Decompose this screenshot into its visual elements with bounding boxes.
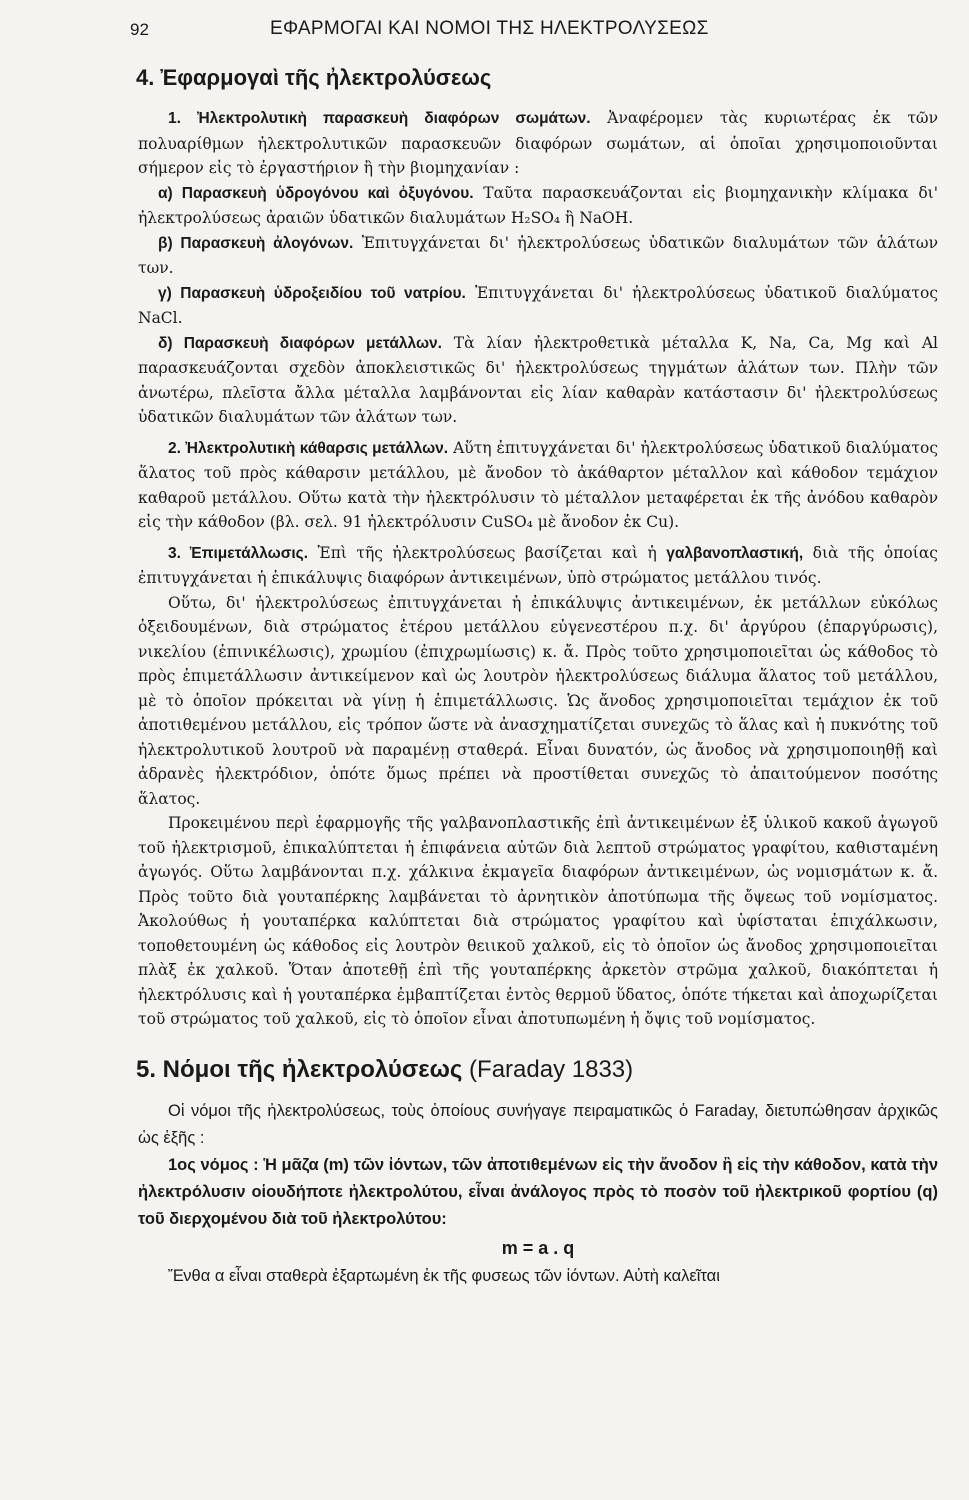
galvanoplastics-term: γαλβανοπλαστική, [666,544,804,562]
item-3-text-b: διὰ τῆς ὁποίας ἐπιτυγχάνεται ἡ ἐπικάλυψις διαφόρων ἀντικειμένων, ὑπὸ στρώματος μετάλλου τινός. [138,543,938,587]
item-b-paragraph [138,231,938,281]
item-c-text: Ἐπιτυγχάνεται δι' ἠλεκτρολύσεως ὑδατικοῦ διαλύματος NaCl. [138,283,938,327]
item-3-paragraph-2: Οὕτω, δι' ἠλεκτρολύσεως ἐπιτυγχάνεται ἡ ἐπικάλυψις ἀντικειμένων, ἐκ μετάλλων εὐκόλως ὀξειδουμένων, διὰ στρώματος ἑτέρου μετάλλου εὐγενεστέρου π.χ. δι' ἀργύρου (ἐπαργύρωσις), νικελίου (ἐπινικέλωσις), χρωμίου (ἐπιχρωμίωσις) κ. ἄ. Πρὸς τοῦτο χρησιμοποιεῖται ὡς κάθοδος τὸ πρὸς ἐπιμετάλλωσιν ἀντικείμενον καὶ ὡς λουτρὸν ἠλεκτρολύσεως διάλυμα ἅλατος τοῦ μετάλλου, μὲ τὸ ὁποῖον πρόκειται νὰ γίνῃ ἡ ἐπιμετάλλωσις. Ὡς ἄνοδος χρησιμοποιεῖται τεμάχιον ἐκ τοῦ ἀποτιθεμένου μετάλλου, εἰς τρόπον ὥστε νὰ ἀνασχηματίζεται συνεχῶς τὸ ἅλας καὶ ἡ πυκνότης τοῦ ἠλεκτρολυτικοῦ λουτροῦ νὰ παραμένῃ σταθερά. Εἶναι δυνατόν, ὡς ἄνοδος νὰ χρησιμοποιηθῇ καὶ ἀδρανὲς ἠλεκτρόδιον, ὁπότε ὅμως πρέπει νὰ προστίθεται συνεχῶς τὸ ἀπαιτούμενον ποσότης ἅλατος. [138,593,938,808]
item-b-text: Ἐπιτυγχάνεται δι' ἠλεκτρολύσεως ὑδατικῶν διαλυμάτων τῶν ἁλάτων των. [138,233,938,277]
section-5-title [136,1054,938,1086]
item-2-text: Αὕτη ἐπιτυγχάνεται δι' ἠλεκτρολύσεως ὑδατικοῦ διαλύματος ἅλατος τοῦ πρὸς κάθαρσιν μετάλλου, μὲ ἄνοδον τὸ ἀκάθαρτον μέταλλον καὶ κάθοδον τεμάχιον καθαροῦ μετάλλου. Οὕτω κατὰ τὴν ἠλεκτρόλυσιν τὸ μέταλλον μεταφέρεται ἐκ τῆς ἀνόδου καθαρὸν εἰς τὴν κάθοδον (βλ. σελ. 91 ἠλεκτρόλυσιν CuSO₄ μὲ ἄνοδον ἐκ Cu). [138,438,938,531]
item-d-paragraph [138,331,938,430]
item-a-text: Ταῦτα παρασκευάζονται εἰς βιομηχανικὴν κλίμακα δι' ἠλεκτρολύσεως ἀραιῶν ὑδατικῶν διαλυμάτων H₂SO₄ ἢ NaOH. [138,183,938,227]
item-a-heading: α) Παρασκευὴ ὑδρογόνου καὶ ὀξυγόνου. [158,184,474,202]
item-d-text: Τὰ λίαν ἠλεκτροθετικὰ μέταλλα K, Na, Ca, Mg καὶ Al παρασκευάζονται σχεδὸν ἀποκλειστικῶς δι' ἠλεκτρολύσεως τηγμάτων ἁλάτων των. Πλὴν τῶν ἀνωτέρω, πλεῖστα ἄλλα μέταλλα λαμβάνονται εἰς λίαν καθαρὰν κατάστασιν δι' ἠλεκτρολύσεως ὑδατικῶν διαλυμάτων τῶν ἁλάτων των. [138,333,938,426]
item-d-heading: δ) Παρασκευὴ διαφόρων μετάλλων. [158,334,442,352]
page-content [138,62,938,1290]
item-1-paragraph [138,106,938,181]
item-2-heading: 2. Ἠλεκτρολυτικὴ κάθαρσις μετάλλων. [168,439,449,457]
item-3-text-a: Ἐπὶ τῆς ἠλεκτρολύσεως βασίζεται καὶ ἡ [308,543,667,562]
page-number: 92 [130,20,149,39]
laws-intro: Οἱ νόμοι τῆς ἠλεκτρολύσεως, τοὺς ὁποίους συνήγαγε πειραματικῶς ὁ Faraday, διετυπώθησαν ἀρχικῶς ὡς ἑξῆς : [138,1101,938,1147]
section-5-title-text: 5. Νόμοι τῆς ἠλεκτρολύσεως [136,1055,463,1083]
running-title: ΕΦΑΡΜΟΓΑΙ ΚΑΙ ΝΟΜΟΙ ΤΗΣ ΗΛΕΚΤΡΟΛΥΣΕΩΣ [270,18,709,39]
item-1-heading: 1. Ἠλεκτρολυτικὴ παρασκευὴ διαφόρων σωμάτων. [168,110,591,127]
item-c-heading: γ) Παρασκευὴ ὑδροξειδίου τοῦ νατρίου. [158,284,466,302]
page-header [130,14,910,48]
item-a-paragraph [138,181,938,231]
formula: m = a . q [501,1237,575,1258]
item-1-text: Ἀναφέρομεν τὰς κυριωτέρας ἐκ τῶν πολυαρίθμων ἠλεκτρολυτικῶν παρασκευῶν διαφόρων σωμάτων, αἱ ὁποῖαι χρησιμοποιοῦνται σήμερον εἰς τὸ ἐργαστήριον ἢ τὴν βιομηχανίαν : [138,109,938,177]
item-c-paragraph [138,281,938,331]
first-law: 1ος νόμος : Ἡ μᾶζα (m) τῶν ἰόντων, τῶν ἀποτιθεμένων εἰς τὴν ἄνοδον ἢ εἰς τὴν κάθοδον, κατὰ τὴν ἠλεκτρόλυσιν οἱουδήποτε ἠλεκτρολύτου, εἶναι ἀνάλογος πρὸς τὸ ποσὸν τοῦ ἠλεκτρικοῦ φορτίου (q) τοῦ διερχομένου διὰ τοῦ ἠλεκτρολύτου: [138,1155,938,1228]
item-3-paragraph [138,541,938,591]
item-3-heading: 3. Ἐπιμετάλλωσις. [168,544,309,562]
item-3-paragraph-3: Προκειμένου περὶ ἐφαρμογῆς τῆς γαλβανοπλαστικῆς ἐπὶ ἀντικειμένων ἐξ ὑλικοῦ κακοῦ ἀγωγοῦ τοῦ ἠλεκτρισμοῦ, ἐπικαλύπτεται ἡ ἐπιφάνεια αὐτῶν διὰ λεπτοῦ στρώματος γραφίτου, καθισταμένη ἀγωγός. Οὕτω λαμβάνονται π.χ. χάλκινα ἐκμαγεῖα διαφόρων ἀντικειμένων, ὡς νομισμάτων κ. ἄ. Πρὸς τοῦτο διὰ γουταπέρκης λαμβάνεται τὸ ἀρνητικὸν ἀποτύπωμα τῆς ὄψεως τοῦ νομίσματος. Ἀκολούθως ἡ γουταπέρκα καλύπτεται διὰ στρώματος γραφίτου καὶ ὑφίσταται ἐπιχάλκωσιν, τοποθετουμένη ὡς κάθοδος εἰς λουτρὸν θειικοῦ χαλκοῦ, εἰς τὸ ὁποῖον ὡς ἄνοδος χρησιμοποιεῖται πλὰξ ἐκ χαλκοῦ. Ὅταν ἀποτεθῇ ἐπὶ τῆς γουταπέρκης ἀρκετὸν στρῶμα χαλκοῦ, διακόπτεται ἡ ἠλεκτρόλυσις καὶ ἡ γουταπέρκα ἐμβαπτίζεται ἐντὸς θερμοῦ ὕδατος, ὁπότε τήκεται καὶ ἀποχωρίζεται τοῦ στρώματος τοῦ χαλκοῦ, εἰς τὸ ὁποῖον εἶναι ἀποτυπωμένη ἡ ὄψις τοῦ νομίσματος. [138,814,938,1028]
section-4-title: 4. Ἐφαρμογαὶ τῆς ἠλεκτρολύσεως [136,65,492,90]
item-2-paragraph [138,436,938,535]
formula-explanation: Ἔνθα α εἶναι σταθερὰ ἐξαρτωμένη ἐκ τῆς φυσεως τῶν ἰόντων. Αὐτὴ καλεῖται [168,1266,720,1285]
section-5-title-paren: (Faraday 1833) [462,1055,634,1083]
item-b-heading: β) Παρασκευὴ ἀλογόνων. [158,234,354,252]
